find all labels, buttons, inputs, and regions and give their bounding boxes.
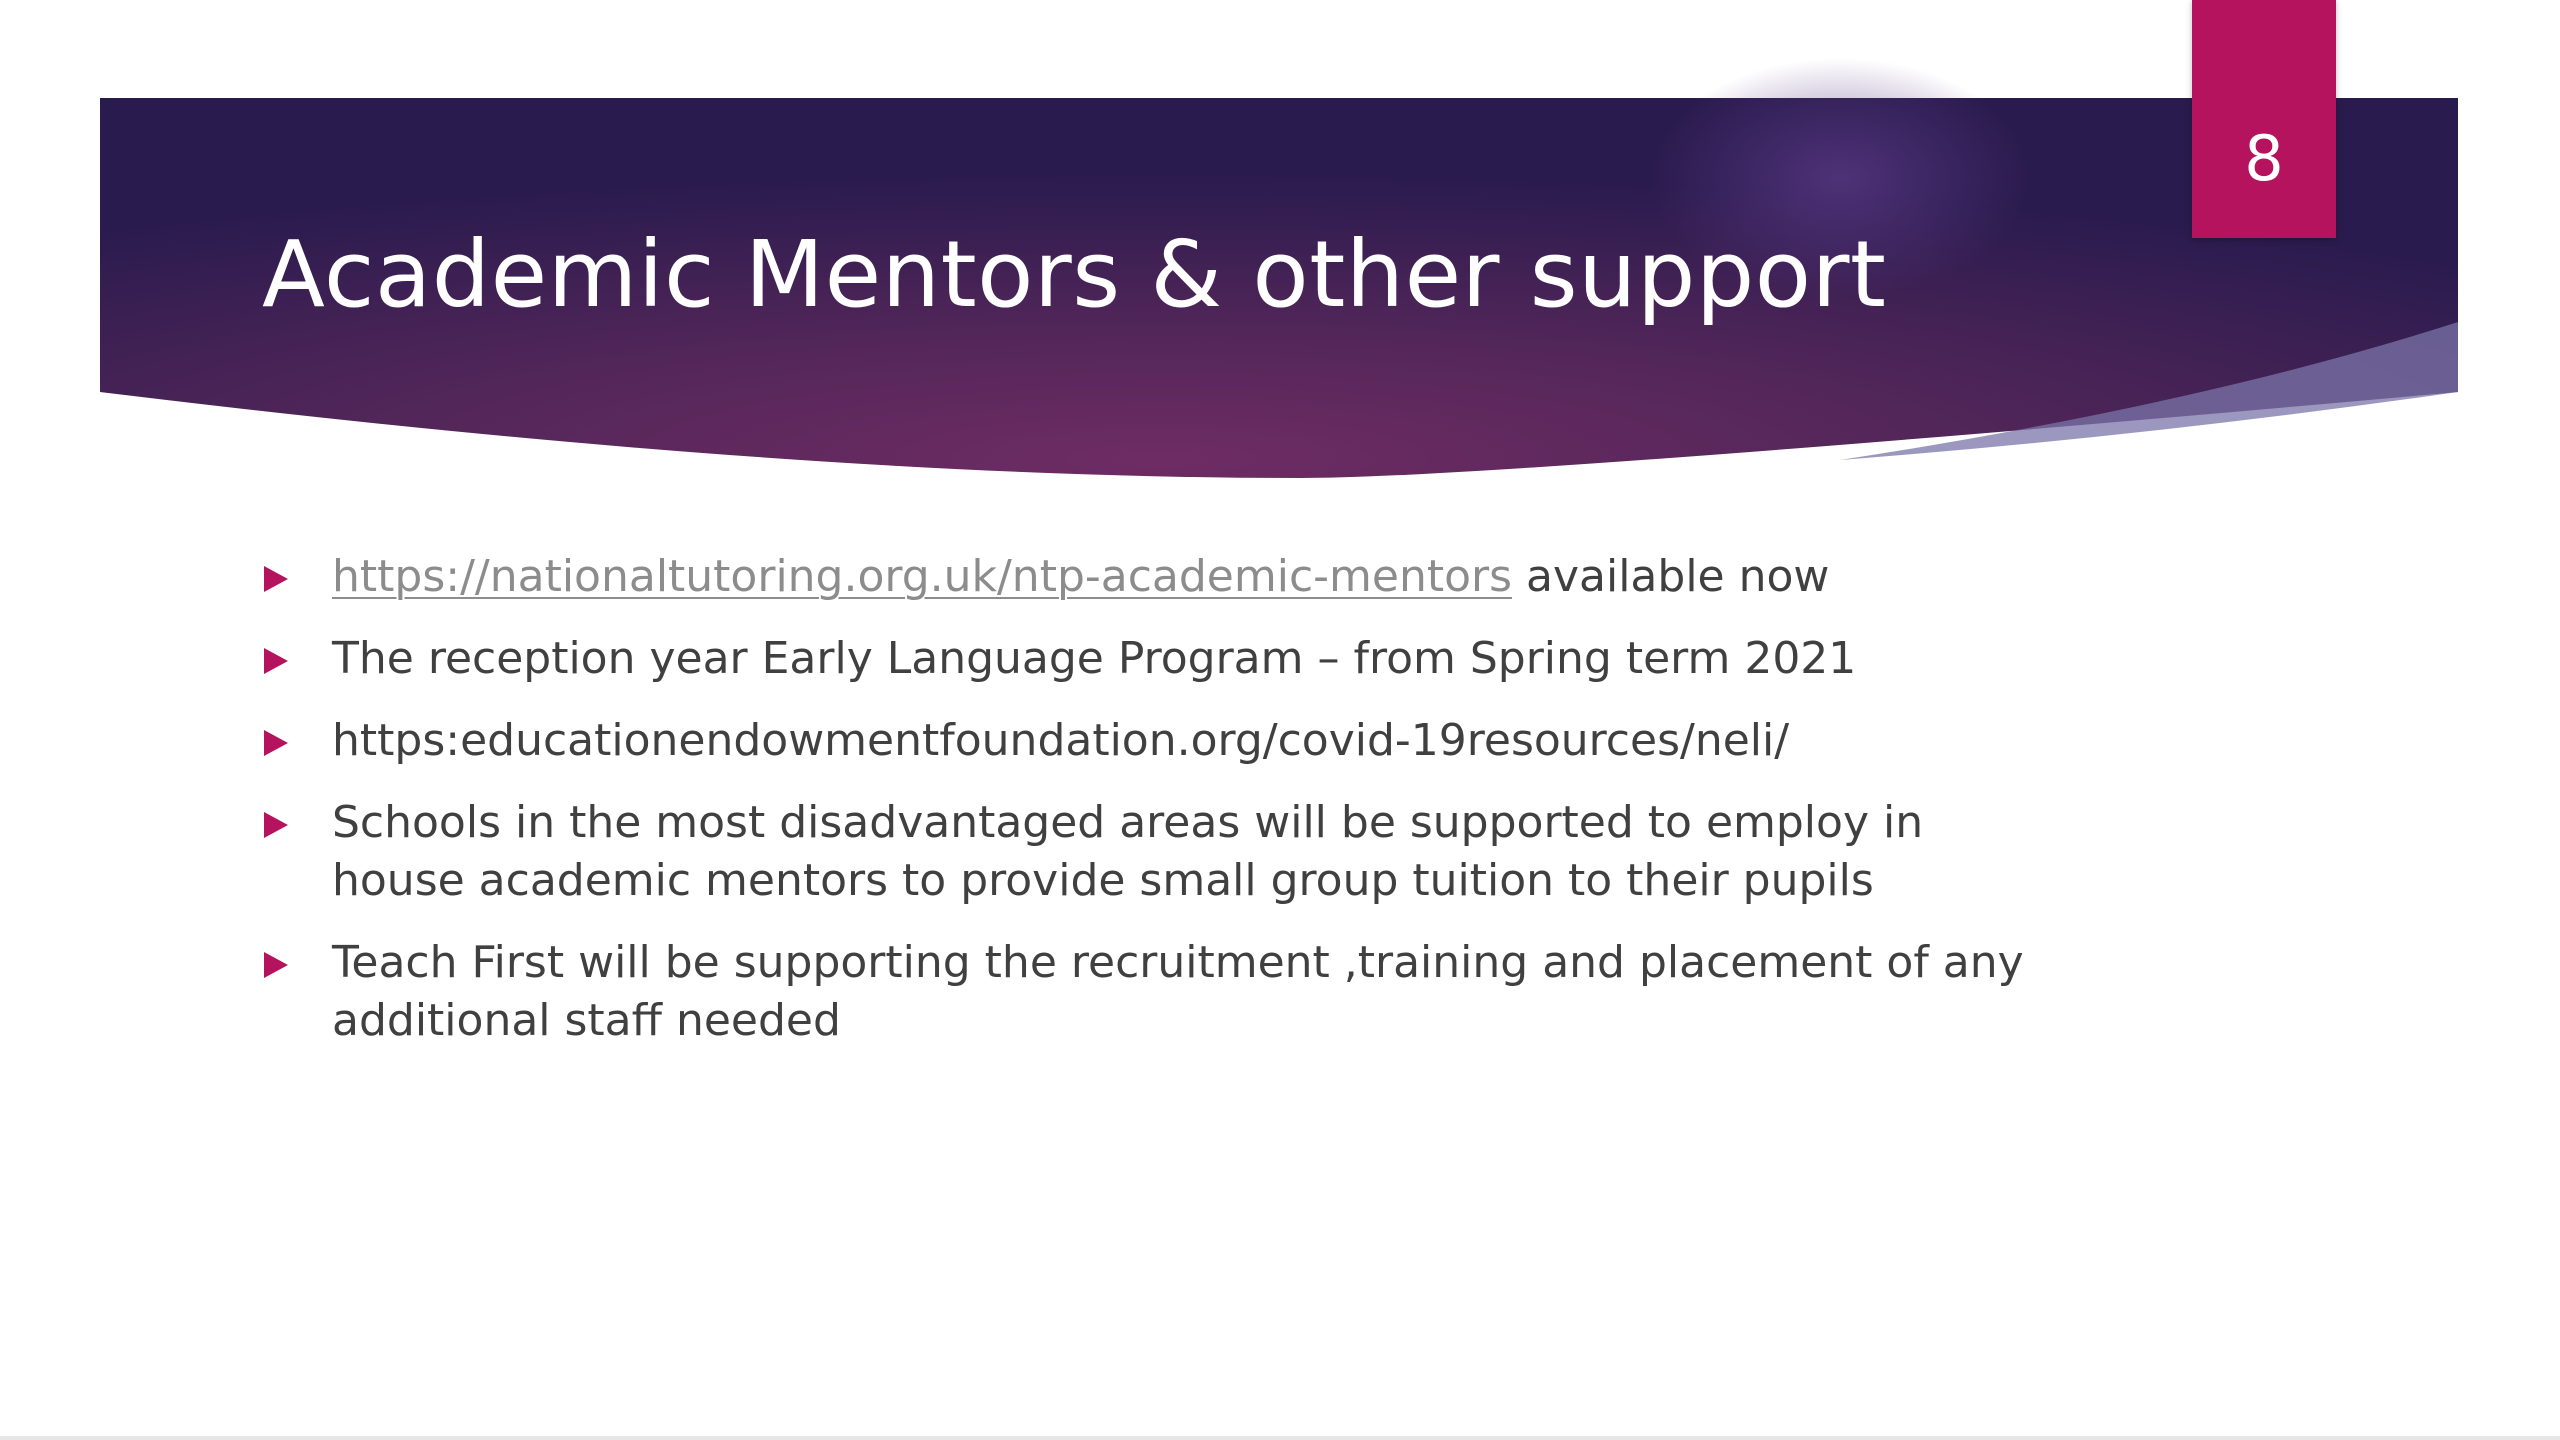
bullet-text-2: The reception year Early Language Program – from Spring term 2021	[332, 633, 1857, 684]
slide-number: 8	[2244, 122, 2284, 195]
ntp-academic-mentors-link[interactable]: https://nationaltutoring.org.uk/ntp-academic-mentors	[332, 551, 1513, 602]
slide-number-tab	[2192, 0, 2336, 238]
bullet-arrow-icon	[264, 952, 288, 978]
bullet-item-1	[262, 548, 2062, 606]
slide-title: Academic Mentors & other support	[262, 221, 1887, 328]
bullet-arrow-icon	[264, 566, 288, 592]
bullet-item-2	[262, 630, 2062, 688]
bullet-text-4: Schools in the most disadvantaged areas will be supported to employ in house academic mentors to provide small group tuition to their pupils	[332, 797, 1924, 906]
bullet-text-1: available now	[1512, 551, 1830, 602]
bullet-arrow-icon	[264, 812, 288, 838]
bullet-item-5	[262, 934, 2062, 1050]
bottom-divider	[0, 1436, 2560, 1440]
bullet-text-5: Teach First will be supporting the recruitment ,training and placement of any additional staff needed	[332, 937, 2024, 1046]
bullet-arrow-icon	[264, 648, 288, 674]
bullet-list	[262, 548, 2062, 1074]
bullet-item-3	[262, 712, 2062, 770]
bullet-item-4	[262, 794, 2062, 910]
bullet-arrow-icon	[264, 730, 288, 756]
bullet-text-3: https:educationendowmentfoundation.org/covid-19resources/neli/	[332, 715, 1790, 766]
